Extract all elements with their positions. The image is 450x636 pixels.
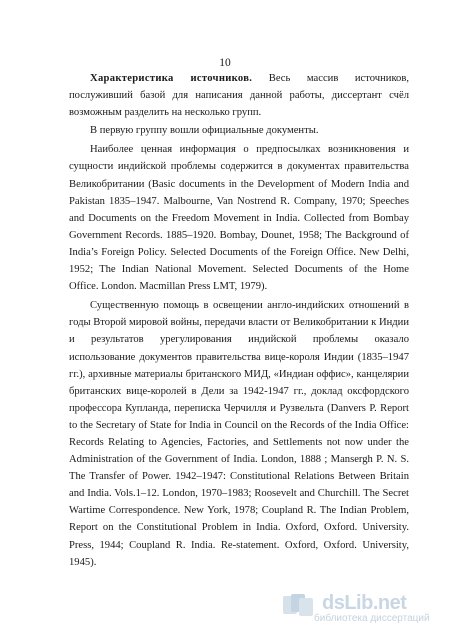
section-heading: Характеристика источников. bbox=[90, 73, 253, 84]
watermark-subtitle: библиотека диссертаций bbox=[314, 613, 430, 624]
paragraph-official-docs: В первую группу вошли официальные документы. bbox=[90, 125, 319, 137]
paragraph-sources-intro bbox=[69, 70, 409, 121]
document-body bbox=[69, 70, 409, 571]
dslib-watermark bbox=[280, 592, 440, 626]
paragraph-text: Весь массив источников, послуживший базой для написания данной работы, диссертант счёл возможным разделить на несколько групп. bbox=[69, 73, 409, 119]
paragraph-wartime-relations: Существенную помощь в освещении англо-индийских отношений в годы Второй мировой войны, передачи власти от Великобритании к Индии и результатов урегулирования индийской проблемы оказало использование документов правительства вице-короля Индии (1835–1947 гг.), архивные материалы британского МИД, «Индиан оффис», канцелярии британских вице-королей в Дели за 1942-1947 гг., доклад оксфордского профессора Купланда, переписка Черчилля и Рузвельта (Danvers P. Report to the Secretary of State for India in Council on the Records of the India Office: Records Relating to Agencies, Factories, and Settlements not now under the Administration of the Government of India. London, 1888 ; Mansergh P. N. S. The Transfer of Power. 1942–1947: Constitutional Relations Between Britain and India. Vols.1–12. London, 1970–1983; Roosevelt and Churchill. The Secret Wartime Correspondence. New York, 1978; Coupland R. The Indian Problem, Report on the Constitutional Problem in India. Oxford, Oxford. University. Press, 1944; Coupland R. India. Re-statement. Oxford, Oxford. University, 1945). bbox=[69, 300, 409, 568]
page-number: 10 bbox=[219, 57, 231, 69]
paragraph-british-docs: Наиболее ценная информация о предпосылках возникновения и сущности индийской проблемы содержится в документах правительства Великобритании (Basic documents in the Development of Modern India and Pakistan 1835–1947. Malbourne, Van Nostrend R. Company, 1970; Speeches and Documents on the Freedom Movement in India. Collected from Bombay Government Records. 1885–1920. Bombay, Dounet, 1958; The Background of India’s Foreign Policy. Selected Documents of the Foreign Office. New Delhi, 1952; The Indian National Movement. Selected Documents of the Home Office. London. Macmillan Press LMT, 1979). bbox=[69, 144, 409, 293]
watermark-title: dsLib.net bbox=[322, 592, 407, 614]
